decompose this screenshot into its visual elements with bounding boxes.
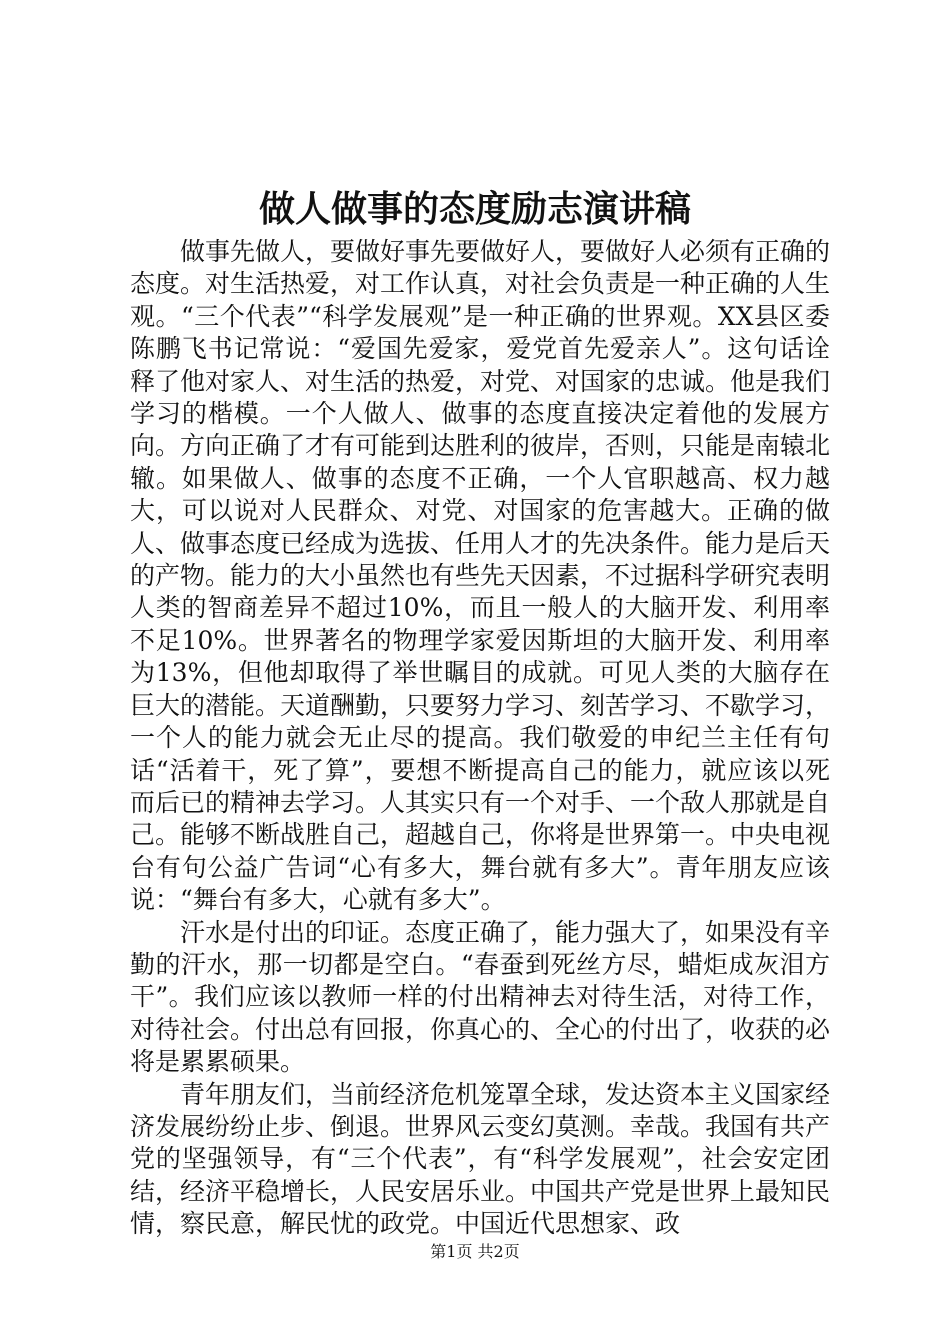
paragraph-1: 做事先做人，要做好事先要做好人，要做好人必须有正确的态度。对生活热爱，对工作认真，对社会负责是一种正确的人生观。“三个代表”“科学发展观”是一种正确的世界观。XX县区委陈鹏飞书记常说：“爱国先爱家，爱党首先爱亲人”。这句话诠释了他对家人、对生活的热爱，对党、对国家的忠诚。他是我们学习的楷模。一个人做人、做事的态度直接决定着他的发展方向。方向正确了才有可能到达胜利的彼岸，否则，只能是南辕北辙。如果做人、做事的态度不正确，一个人官职越高、权力越大，可以说对人民群众、对党、对国家的危害越大。正确的做人、做事态度已经成为选拔、任用人才的先决条件。能力是后天的产物。能力的大小虽然也有些先天因素，不过据科学研究表明人类的智商差异不超过10%，而且一般人的大脑开发、利用率不足10%。世界著名的物理学家爱因斯坦的大脑开发、利用率为13%，但他却取得了举世瞩目的成就。可见人类的大脑存在巨大的潜能。天道酬勤，只要努力学习、刻苦学习、不歇学习，一个人的能力就会无止尽的提高。我们敬爱的申纪兰主任有句话“活着干，死了算”，要想不断提高自己的能力，就应该以死而后已的精神去学习。人其实只有一个对手、一个敌人那就是自己。能够不断战胜自己，超越自己，你将是世界第一。中央电视台有句公益广告词“心有多大，舞台就有多大”。青年朋友应该说：“舞台有多大，心就有多大”。 <box>130 237 831 915</box>
document-title: 做人做事的态度励志演讲稿 <box>258 188 691 230</box>
document-body <box>130 236 830 1241</box>
paragraph-2: 汗水是付出的印证。态度正确了，能力强大了，如果没有辛勤的汗水，那一切都是空白。“春蚕到死丝方尽，蜡炬成灰泪方干”。我们应该以教师一样的付出精神去对待生活，对待工作，对待社会。付出总有回报，你真心的、全心的付出了，收获的必将是累累硕果。 <box>130 917 831 1077</box>
page-number-footer: 第1页 共2页 <box>430 1242 520 1261</box>
paragraph-3: 青年朋友们，当前经济危机笼罩全球，发达资本主义国家经济发展纷纷止步、倒退。世界风云变幻莫测。幸哉。我国有共产党的坚强领导，有“三个代表”，有“科学发展观”，社会安定团结，经济平稳增长，人民安居乐业。中国共产党是世界上最知民情，察民意，解民忧的政党。中国近代思想家、政 <box>130 1079 831 1239</box>
